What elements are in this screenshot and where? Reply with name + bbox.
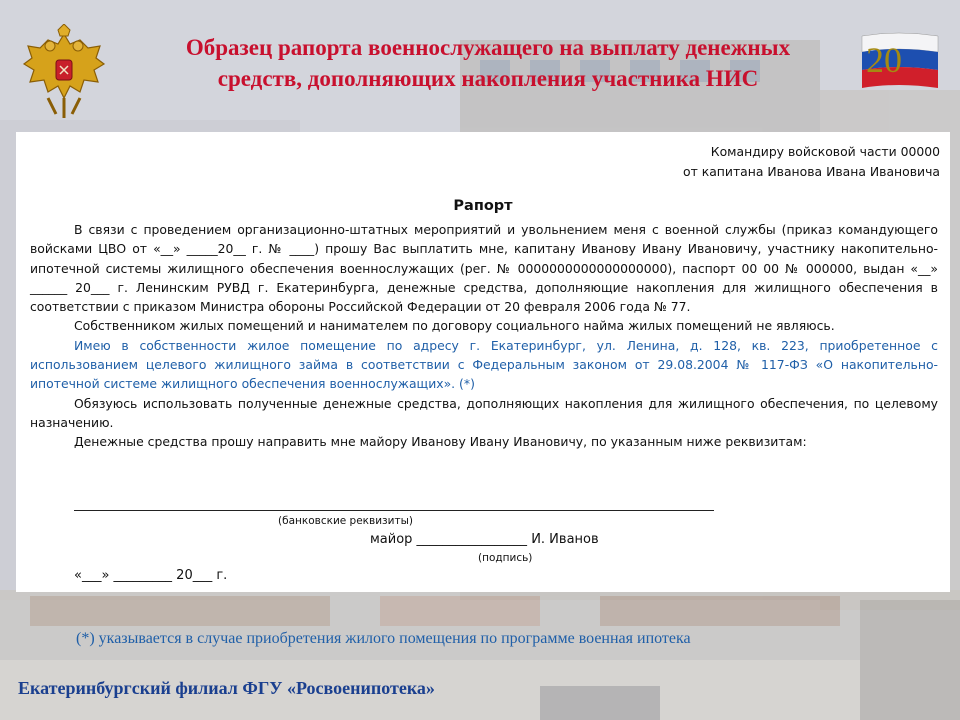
addressee-block — [683, 142, 940, 182]
date-line: «___» _________ 20___ г. — [74, 568, 228, 583]
paragraph-payment-request: Денежные средства прошу направить мне майору Иванову Ивану Ивановичу, по указанным ниже реквизитам: — [74, 434, 807, 450]
footnote: (*) указывается в случае приобретения жилого помещения по программе военная ипотека — [76, 630, 691, 647]
organization-name: Екатеринбургский филиал ФГУ «Росвоенипотека» — [18, 678, 435, 698]
document-body — [16, 220, 938, 452]
page-title — [120, 32, 856, 94]
flag-badge — [858, 30, 942, 94]
title-line-2: средств, дополняющих накопления участника НИС — [217, 66, 759, 91]
paragraph-no-housing: Собственником жилых помещений и нанимателем по договору социального найма жилых помещений не являюсь. — [74, 318, 835, 334]
document-heading: Рапорт — [453, 198, 513, 214]
sender: от капитана Иванова Ивана Ивановича — [682, 164, 940, 179]
signature-caption: (подпись) — [478, 552, 533, 564]
badge-number: 20 — [866, 40, 902, 80]
addressee: Командиру войсковой части 00000 — [710, 144, 940, 159]
paragraph-obligation: Обязуюсь использовать полученные денежные средства, дополняющих накопления для жилищного обеспечения, по целевому назначению. — [30, 395, 938, 430]
bank-details-caption: (банковские реквизиты) — [278, 515, 413, 527]
russian-coat-of-arms-emblem — [18, 24, 110, 122]
paragraph-owned-housing: Имею в собственности жилое помещение по адресу г. Екатеринбург, ул. Ленина, д. 128, кв. 223, приобретенное с использованием целевого жилищного займа в соответствии с Федеральным законом от 29.08.2004 № 117-ФЗ «О накопительно-ипотечной системе жилищного обеспечения военнослужащих». (*) — [30, 337, 938, 392]
paragraph-main: В связи с проведением организационно-штатных мероприятий и увольнением меня с военной службы (приказ командующего войсками ЦВО от «__» _____20__ г. № ____) прошу Вас выплатить мне, капитану Иванову Ивану Ивановичу, участнику накопительно-ипотечной системы жилищного обеспечения военнослужащих (рег. № 0000000000000000000), паспорт 00 00 № 000000, выдан «__» ______ 20___ г. Ленинским РУВД г. Екатеринбурга, денежные средства, дополняющие накопления для жилищного обеспечения в соответствии с приказом Министра обороны Российской Федерации от 20 февраля 2006 года № 77. — [30, 222, 938, 315]
bank-details-line — [74, 510, 714, 511]
signature-line: майор _________________ И. Иванов — [370, 532, 599, 547]
report-document — [16, 132, 950, 592]
title-line-1: Образец рапорта военнослужащего на выплату денежных — [185, 35, 791, 60]
